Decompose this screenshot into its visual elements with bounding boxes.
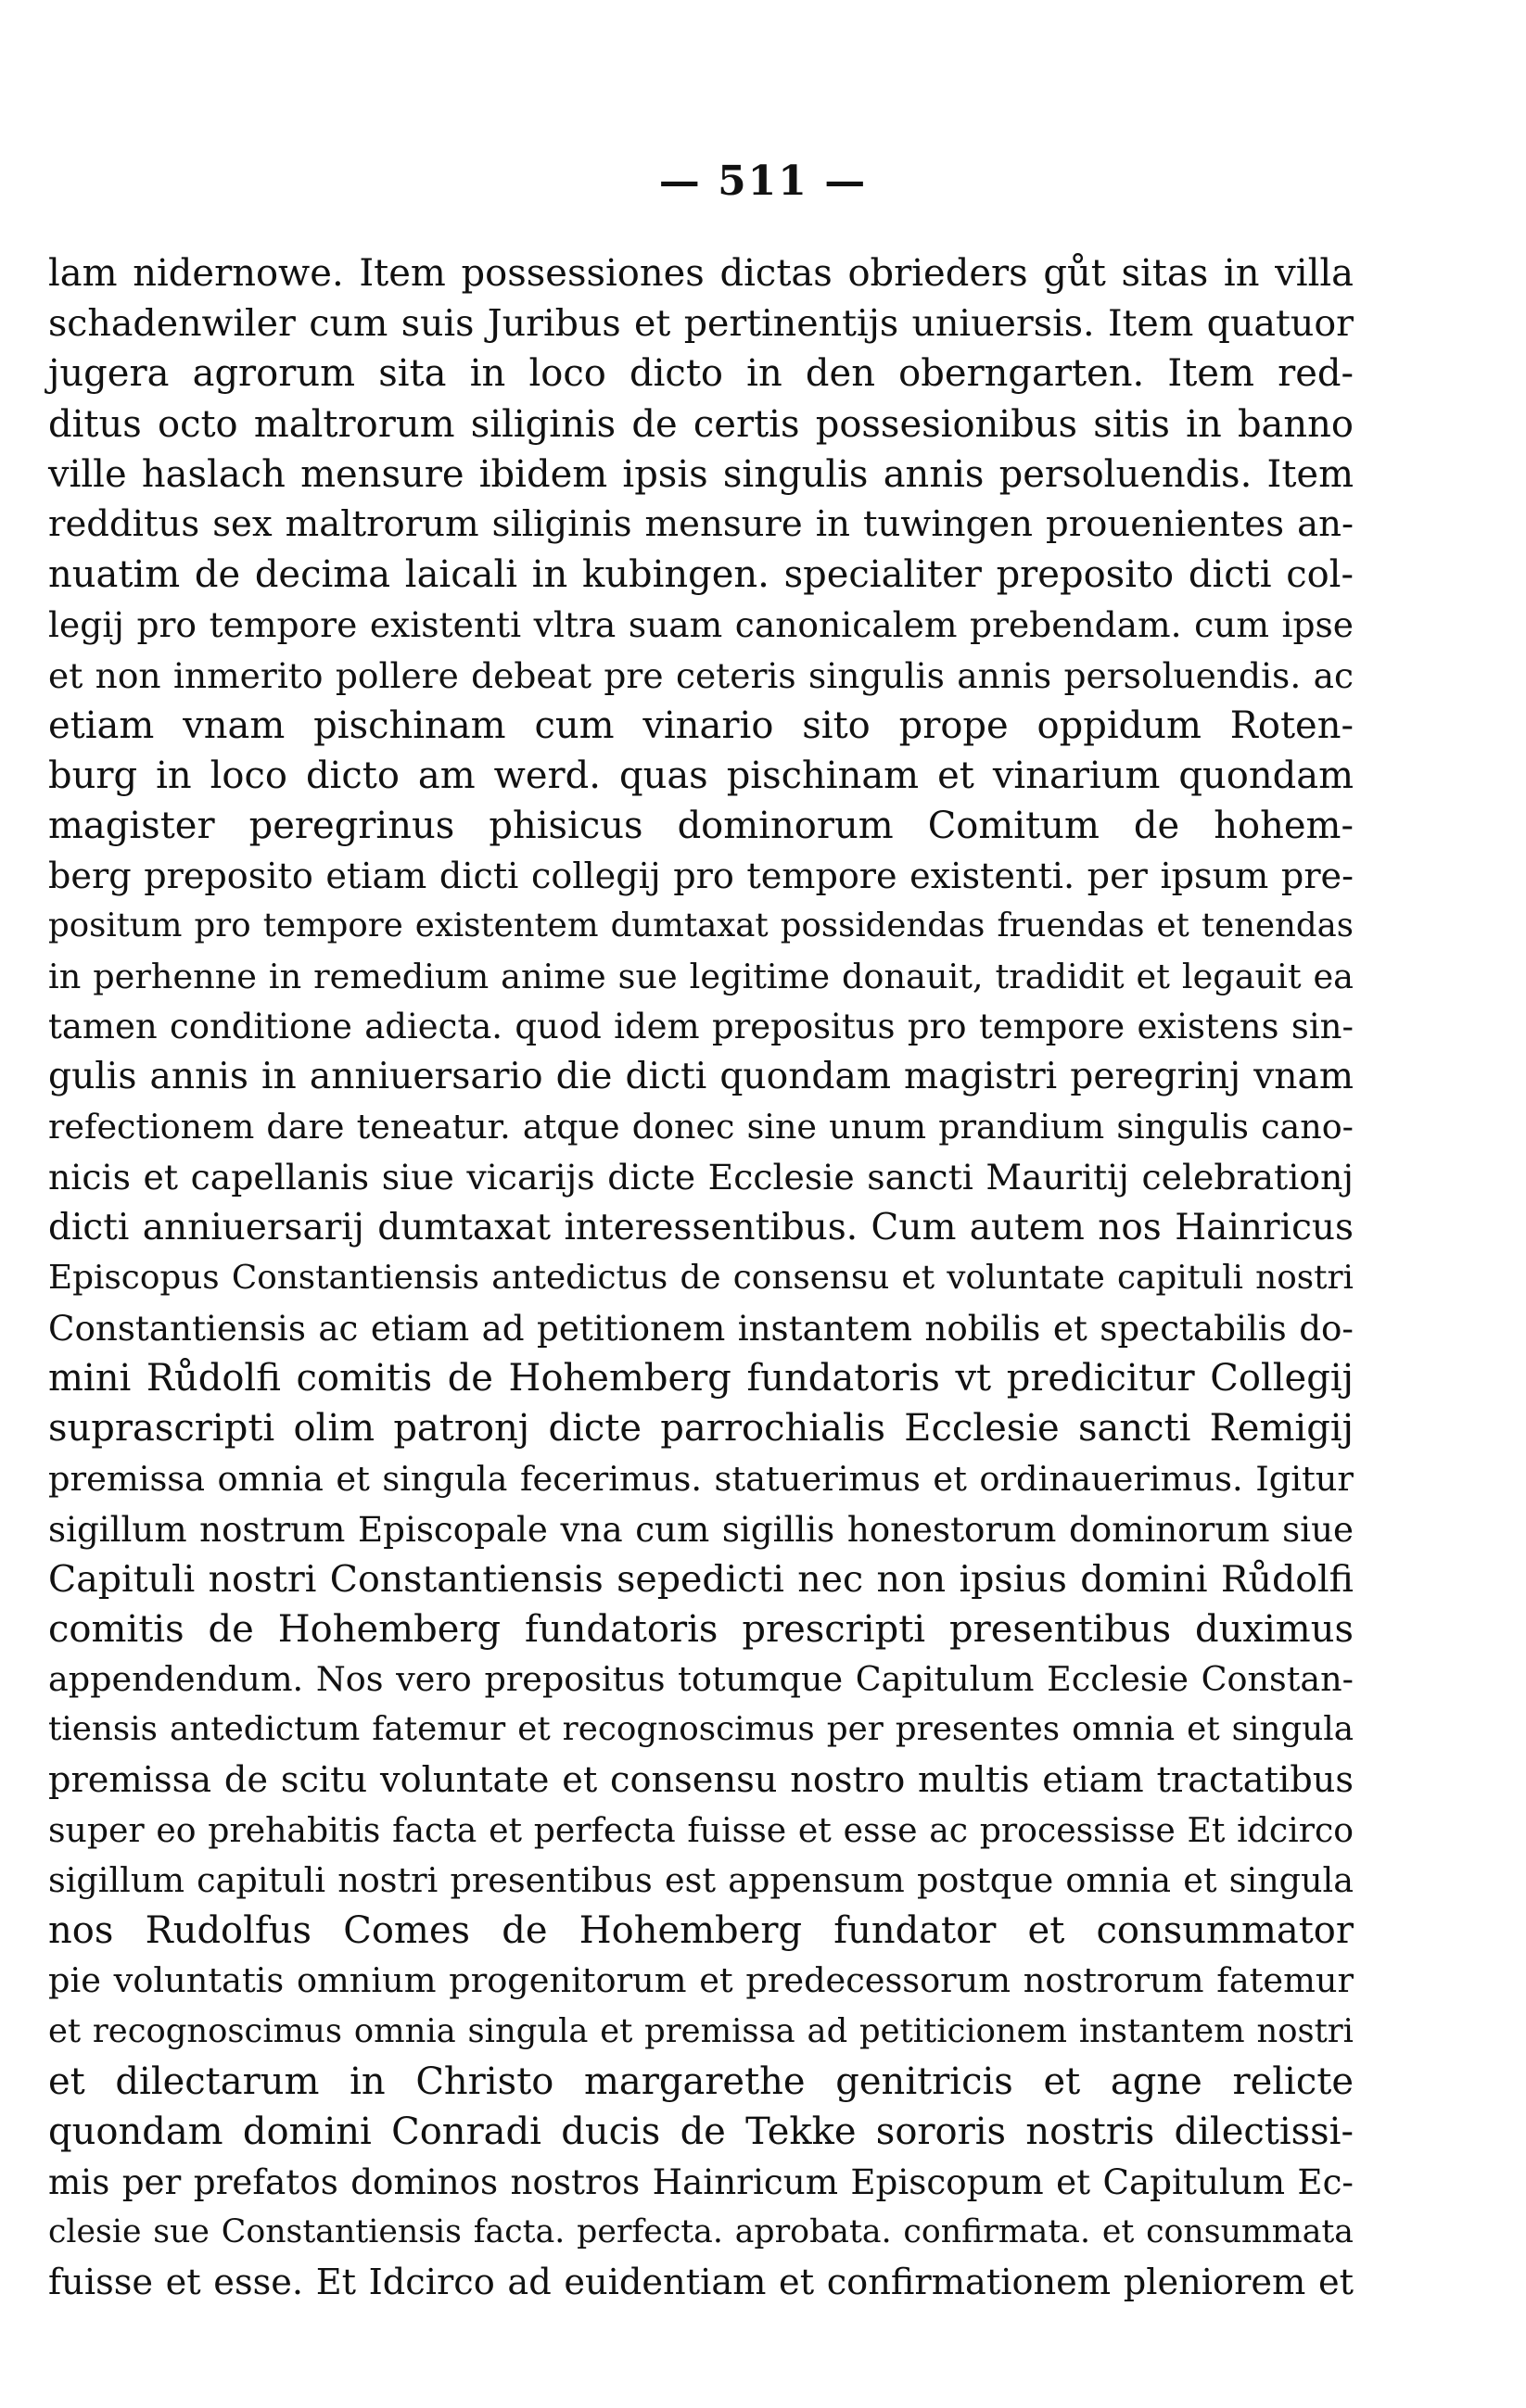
text-line: schadenwiler cum suis Juribus et pertinentijs uniuersis. Item quatuor bbox=[48, 302, 1354, 346]
text-line: Capituli nostri Constantiensis sepedicti nec non ipsius domini Růdolfi bbox=[48, 1557, 1354, 1601]
text-line: mis per prefatos dominos nostros Hainricum Episcopum et Capitulum Ec- bbox=[48, 2161, 1354, 2203]
text-line: nicis et capellanis siue vicarijs dicte Ecclesie sancti Mauritij celebrationj bbox=[48, 1157, 1354, 1198]
text-line: appendendum. Nos vero prepositus totumque Capitulum Ecclesie Constan- bbox=[48, 1659, 1354, 1700]
text-line: Constantiensis ac etiam ad petitionem instantem nobilis et spectabilis do- bbox=[48, 1307, 1354, 1349]
text-line: mini Růdolfi comitis de Hohemberg fundatoris vt predicitur Collegij bbox=[48, 1357, 1354, 1400]
text-line: quondam domini Conradi ducis de Tekke sororis nostris dilectissi- bbox=[48, 2110, 1354, 2153]
text-line: et non inmerito pollere debeat pre ceteris singulis annis persoluendis. ac bbox=[48, 654, 1354, 696]
text-line: dicti anniuersarij dumtaxat interessentibus. Cum autem nos Hainricus bbox=[48, 1206, 1354, 1248]
text-line: berg preposito etiam dicti collegij pro tempore existenti. per ipsum pre- bbox=[48, 855, 1354, 897]
text-line: nuatim de decima laicali in kubingen. specialiter preposito dicti col- bbox=[48, 553, 1354, 597]
text-line: burg in loco dicto am werd. quas pischinam et vinarium quondam bbox=[48, 754, 1354, 797]
page-number: — 511 — bbox=[658, 158, 868, 205]
text-line: etiam vnam pischinam cum vinario sito prope oppidum Roten- bbox=[48, 703, 1354, 747]
text-line: suprascripti olim patronj dicte parrochialis Ecclesie sancti Remigij bbox=[48, 1407, 1354, 1451]
text-line: premissa de scitu voluntate et consensu nostro multis etiam tractatibus bbox=[48, 1758, 1354, 1801]
text-line: fuisse et esse. Et Idcirco ad euidentiam et confirmationem pleniorem et bbox=[48, 2261, 1354, 2303]
text-line: ditus octo maltrorum siliginis de certis possesionibus sitis in banno bbox=[48, 402, 1354, 446]
text-line: Episcopus Constantiensis antedictus de consensu et voluntate capituli nostri bbox=[48, 1258, 1354, 1297]
text-line: nos Rudolfus Comes de Hohemberg fundator et consummator bbox=[48, 1909, 1354, 1953]
text-line: refectionem dare teneatur. atque donec sine unum prandium singulis cano- bbox=[48, 1107, 1354, 1147]
text-line: lam nidernowe. Item possessiones dictas obrieders gůt sitas in villa bbox=[48, 252, 1354, 295]
body-text bbox=[48, 248, 1354, 2308]
text-line: legij pro tempore existenti vltra suam canonicalem prebendam. cum ipse bbox=[48, 604, 1354, 646]
text-line: et recognoscimus omnia singula et premissa ad petiticionem instantem nostri bbox=[48, 2011, 1354, 2050]
text-line: in perhenne in remedium anime sue legitime donauit, tradidit et legauit ea bbox=[48, 956, 1354, 996]
text-line: tamen conditione adiecta. quod idem prepositus pro tempore existens sin- bbox=[48, 1006, 1354, 1046]
text-line: sigillum nostrum Episcopale vna cum sigillis honestorum dominorum siue bbox=[48, 1508, 1354, 1550]
text-line: positum pro tempore existentem dumtaxat possidendas fruendas et tenendas bbox=[48, 906, 1354, 945]
text-line: clesie sue Constantiensis facta. perfecta. aprobata. confirmata. et consummata bbox=[48, 2213, 1354, 2251]
text-line: comitis de Hohemberg fundatoris prescripti presentibus duximus bbox=[48, 1608, 1354, 1652]
text-line: sigillum capituli nostri presentibus est appensum postque omnia et singula bbox=[48, 1860, 1354, 1900]
text-line: ville haslach mensure ibidem ipsis singulis annis persoluendis. Item bbox=[48, 452, 1354, 496]
text-line: et dilectarum in Christo margarethe genitricis et agne relicte bbox=[48, 2059, 1354, 2103]
text-line: pie voluntatis omnium progenitorum et predecessorum nostrorum fatemur bbox=[48, 1960, 1354, 2001]
text-line: redditus sex maltrorum siliginis mensure in tuwingen prouenientes an- bbox=[48, 502, 1354, 545]
text-line: premissa omnia et singula fecerimus. statuerimus et ordinauerimus. Igitur bbox=[48, 1458, 1354, 1499]
text-line: gulis annis in anniuersario die dicti quondam magistri peregrinj vnam bbox=[48, 1056, 1354, 1097]
text-line: magister peregrinus phisicus dominorum Comitum de hohem- bbox=[48, 805, 1354, 848]
text-line: tiensis antedictum fatemur et recognoscimus per presentes omnia et singula bbox=[48, 1710, 1354, 1749]
text-line: super eo prehabitis facta et perfecta fuisse et esse ac processisse Et idcirco bbox=[48, 1809, 1354, 1850]
text-line: jugera agrorum sita in loco dicto in den oberngarten. Item red- bbox=[48, 352, 1354, 396]
